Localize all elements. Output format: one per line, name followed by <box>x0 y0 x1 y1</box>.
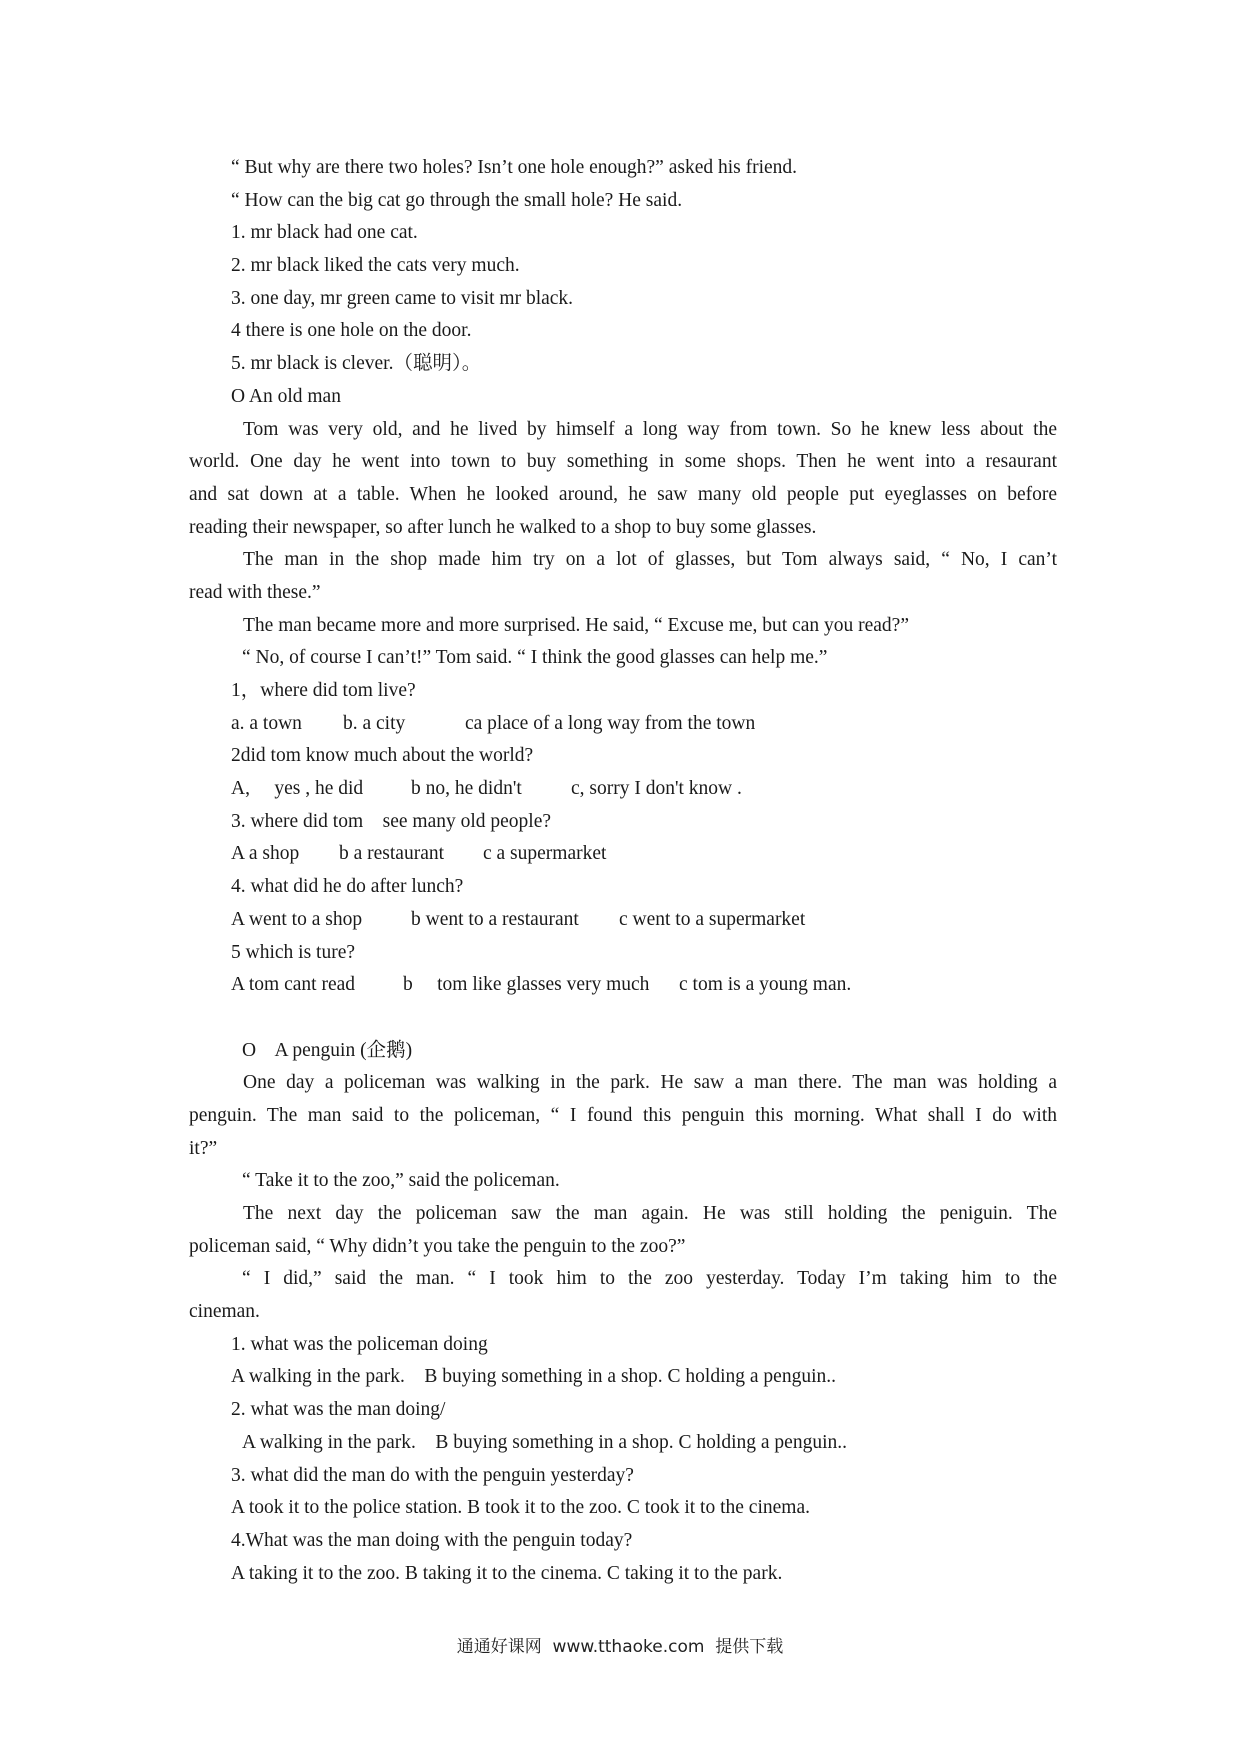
answer-options: A took it to the police station. B took it to the zoo. C took it to the cinema. <box>231 1497 810 1519</box>
option: b went to a restaurant <box>411 908 579 930</box>
question: 1，where did tom live? <box>231 680 416 701</box>
answer-options <box>189 838 1057 871</box>
option: c tom is a young man. <box>679 974 852 996</box>
paragraph-line: One day a policeman was walking in the park. He saw a man there. The man was holding a <box>243 1072 1057 1094</box>
page-footer: 通通好课网 www.tthaoke.com 提供下载 <box>456 1637 784 1657</box>
option: b a restaurant <box>339 843 445 865</box>
answer-options <box>189 773 1057 806</box>
statement-item: 2. mr black liked the cats very much. <box>231 255 520 277</box>
question: 2. what was the man doing/ <box>231 1399 446 1421</box>
question: 1. what was the policeman doing <box>231 1333 488 1355</box>
paragraph-line: penguin. The man said to the policeman, “ I found this penguin this morning. What shall I do with <box>189 1104 1057 1126</box>
section-title-penguin: O A penguin (企鹅) <box>242 1039 413 1061</box>
option: c went to a supermarket <box>619 908 806 930</box>
option: A went to a shop <box>231 908 363 930</box>
answer-options <box>189 969 1057 1002</box>
document-body <box>189 152 1057 1590</box>
answer-options: A walking in the park. B buying something in a shop. C holding a penguin.. <box>242 1431 847 1453</box>
question: 4. what did he do after lunch? <box>231 876 464 898</box>
option: A tom cant read <box>231 974 355 996</box>
paragraph-line: The man in the shop made him try on a lot of glasses, but Tom always said, “ No, I can’t <box>243 549 1057 571</box>
option: c, sorry I don't know . <box>571 778 742 800</box>
answer-options: A walking in the park. B buying something in a shop. C holding a penguin.. <box>231 1366 836 1388</box>
answer-options <box>189 904 1057 937</box>
question: 5 which is ture? <box>231 941 356 963</box>
text-line: “ But why are there two holes? Isn’t one hole enough?” asked his friend. <box>231 157 798 178</box>
paragraph-line: The man became more and more surprised. He said, “ Excuse me, but can you read?” <box>243 614 909 636</box>
statement-item: 5. mr black is clever.（聪明）。 <box>231 353 482 375</box>
paragraph-line: and sat down at a table. When he looked around, he saw many old people put eyeglasses on before <box>189 483 1057 505</box>
statement-item: 1. mr black had one cat. <box>231 222 418 244</box>
option: A a shop <box>231 843 300 865</box>
option: c a supermarket <box>483 843 607 865</box>
answer-options: A taking it to the zoo. B taking it to the cinema. C taking it to the park. <box>231 1562 783 1584</box>
paragraph-line: “ Take it to the zoo,” said the policeman. <box>242 1170 560 1192</box>
paragraph-line: cineman. <box>189 1301 260 1323</box>
statement-item: 3. one day, mr green came to visit mr black. <box>231 287 574 309</box>
spacer <box>189 1002 1057 1035</box>
paragraph-line: it?” <box>189 1137 218 1159</box>
option: b no, he didn't <box>411 778 522 800</box>
option: b. a city <box>343 712 406 734</box>
paragraph-line: policeman said, “ Why didn’t you take the penguin to the zoo?” <box>189 1235 686 1257</box>
question: 4.What was the man doing with the penguin today? <box>231 1529 633 1551</box>
question: 3. what did the man do with the penguin yesterday? <box>231 1464 634 1486</box>
option: A, yes , he did <box>231 778 364 800</box>
answer-options <box>189 708 1057 741</box>
section-title-old-man: O An old man <box>231 385 341 407</box>
paragraph-line: read with these.” <box>189 581 321 603</box>
paragraph-line: reading their newspaper, so after lunch he walked to a shop to buy some glasses. <box>189 516 817 538</box>
option: ca place of a long way from the town <box>465 712 756 734</box>
option: b tom like glasses very much <box>403 974 650 996</box>
paragraph-line: world. One day he went into town to buy something in some shops. Then he went into a resaurant <box>189 451 1057 473</box>
paragraph-line: The next day the policeman saw the man again. He was still holding the peniguin. The <box>243 1203 1057 1224</box>
option: a. a town <box>231 712 302 734</box>
question: 3. where did tom see many old people? <box>231 810 552 832</box>
paragraph-line: “ I did,” said the man. “ I took him to the zoo yesterday. Today I’m taking him to the <box>242 1268 1057 1290</box>
statement-item: 4 there is one hole on the door. <box>231 320 472 342</box>
paragraph-line: Tom was very old, and he lived by himself a long way from town. So he knew less about the <box>243 418 1057 440</box>
paragraph-line: “ No, of course I can’t!” Tom said. “ I think the good glasses can help me.” <box>242 647 828 669</box>
text-line: “ How can the big cat go through the small hole? He said. <box>231 189 683 211</box>
question: 2did tom know much about the world? <box>231 745 534 767</box>
